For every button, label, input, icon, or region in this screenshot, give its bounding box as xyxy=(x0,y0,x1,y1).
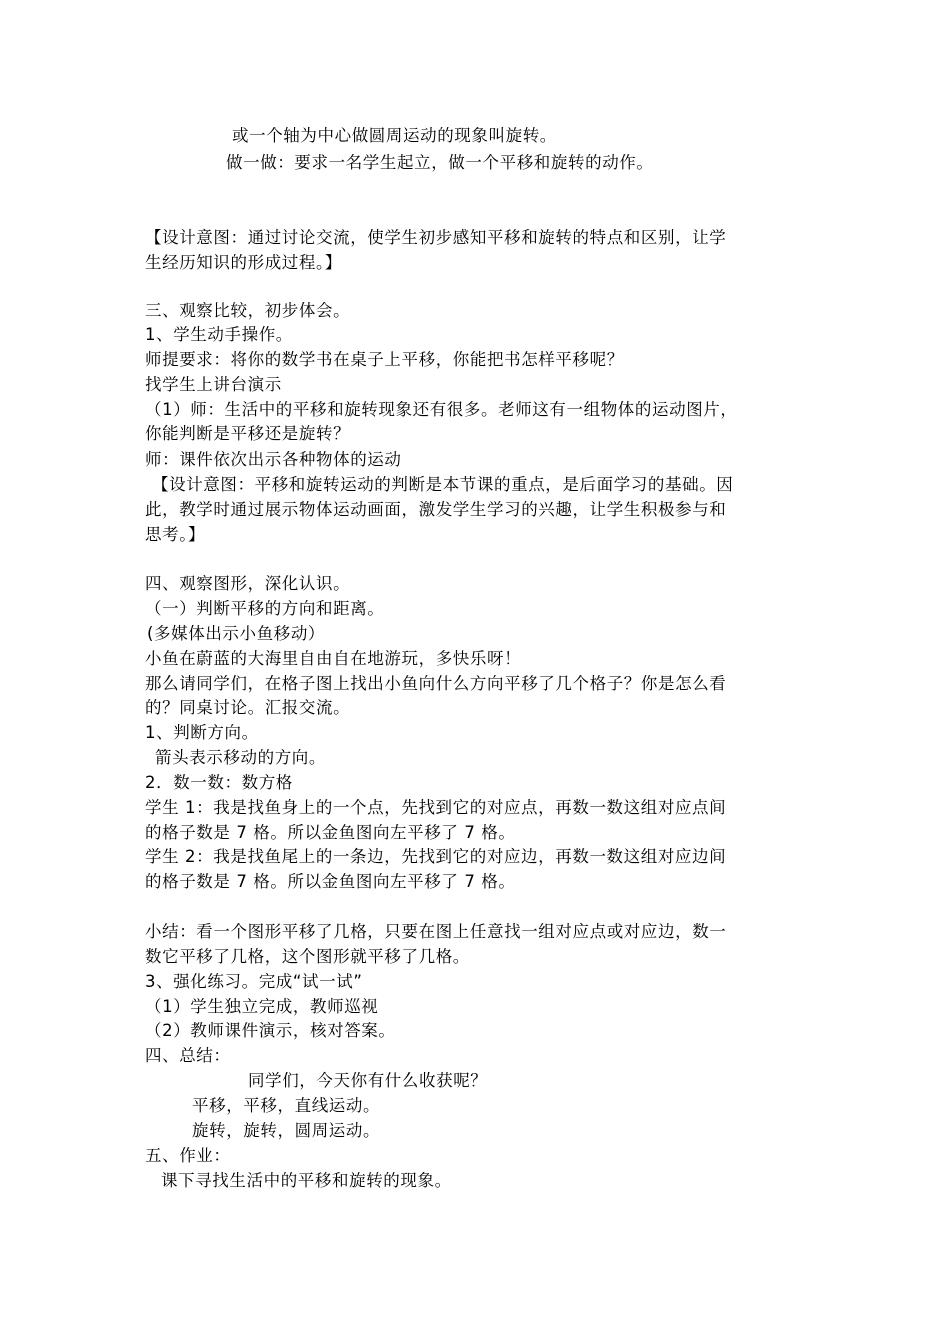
text-line: 课下寻找生活中的平移和旋转的现象。 xyxy=(161,1171,452,1190)
text-line: 【设计意图：通过讨论交流，使学生初步感知平移和旋转的特点和区别，让学 xyxy=(145,228,727,247)
text-line: 的格子数是 7 格。所以金鱼图向左平移了 7 格。 xyxy=(145,872,516,891)
text-line: 思考。】 xyxy=(145,525,206,544)
text-line: 平移，平移，直线运动。 xyxy=(192,1096,381,1115)
text-line: 的格子数是 7 格。所以金鱼图向左平移了 7 格。 xyxy=(145,823,516,842)
text-line: （2）教师课件演示，核对答案。 xyxy=(145,1021,396,1040)
text-line: 那么请同学们，在格子图上找出小鱼向什么方向平移了几个格子？你是怎么看 xyxy=(145,674,727,693)
text-line: 学生 1：我是找鱼身上的一个点，先找到它的对应点，再数一数这组对应点间 xyxy=(145,798,727,817)
section-heading: 五、作业： xyxy=(145,1146,231,1165)
text-line: 1、学生动手操作。 xyxy=(145,325,293,344)
text-line: 生经历知识的形成过程。】 xyxy=(145,253,342,272)
section-heading: 四、观察图形，深化认识。 xyxy=(145,574,351,593)
text-line: 3、强化练习。完成“试一试” xyxy=(145,972,363,991)
text-line: （一）判断平移的方向和距离。 xyxy=(145,599,385,618)
summary-line: 数它平移了几格，这个图形就平移了几格。 xyxy=(145,947,470,966)
text-line: 的？同桌讨论。汇报交流。 xyxy=(145,698,351,717)
text-line: 或一个轴为中心做圆周运动的现象叫旋转。 xyxy=(232,126,557,145)
text-line: 旋转，旋转，圆周运动。 xyxy=(192,1121,381,1140)
text-line: 【设计意图：平移和旋转运动的判断是本节课的重点，是后面学习的基础。因 xyxy=(152,475,734,494)
section-heading: 三、观察比较，初步体会。 xyxy=(145,301,351,320)
text-line: 1、判断方向。 xyxy=(145,723,259,742)
text-line: 做一做：要求一名学生起立，做一个平移和旋转的动作。 xyxy=(226,153,654,172)
text-line: 小鱼在蔚蓝的大海里自由自在地游玩，多快乐呀！ xyxy=(145,649,522,668)
text-line: （1）学生独立完成，教师巡视 xyxy=(145,997,379,1016)
text-line: 师提要求：将你的数学书在桌子上平移，你能把书怎样平移呢？ xyxy=(145,350,624,369)
text-line: 此，教学时通过展示物体运动画面，激发学生学习的兴趣，让学生积极参与和 xyxy=(145,500,727,519)
text-line: (多媒体出示小鱼移动） xyxy=(147,624,326,643)
text-line: （1）师：生活中的平移和旋转现象还有很多。老师这有一组物体的运动图片， xyxy=(145,400,738,419)
summary-line: 小结：看一个图形平移了几格，只要在图上任意找一组对应点或对应边，数一 xyxy=(145,922,727,941)
text-line: 同学们，今天你有什么收获呢？ xyxy=(248,1071,488,1090)
text-line: 你能判断是平移还是旋转？ xyxy=(145,424,351,443)
text-line: 师：课件依次出示各种物体的运动 xyxy=(145,450,402,469)
text-line: 找学生上讲台演示 xyxy=(145,375,282,394)
text-line: 学生 2：我是找鱼尾上的一条边，先找到它的对应边，再数一数这组对应边间 xyxy=(145,847,727,866)
text-line: 2．数一数：数方格 xyxy=(145,773,293,792)
section-heading: 四、总结： xyxy=(145,1046,231,1065)
text-line: 箭头表示移动的方向。 xyxy=(155,748,326,767)
